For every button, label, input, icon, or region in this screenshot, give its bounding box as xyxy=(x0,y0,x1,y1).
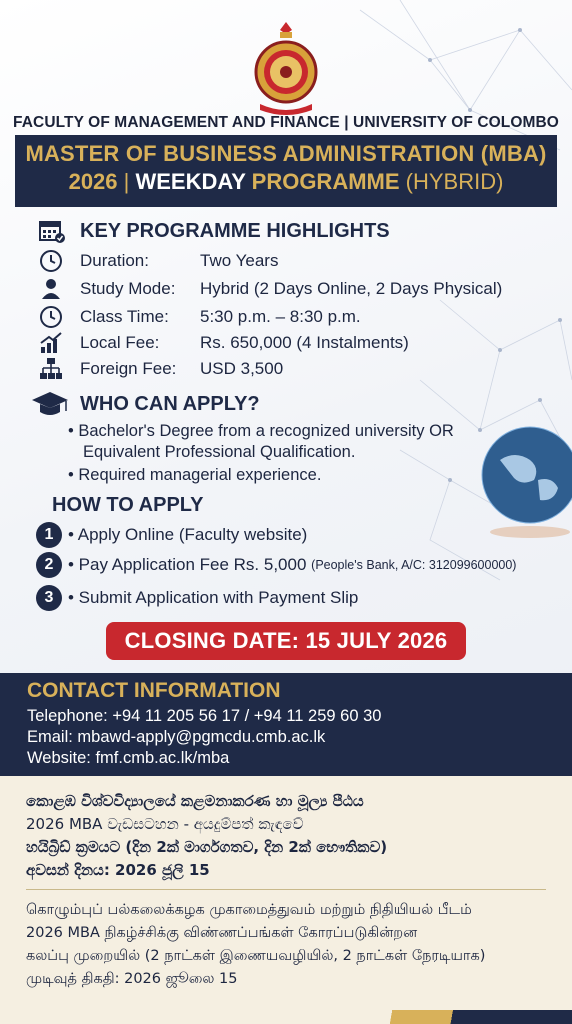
person-icon xyxy=(38,277,64,301)
highlight-label: Class Time: xyxy=(80,307,169,326)
clock-icon xyxy=(38,305,64,329)
how-heading: HOW TO APPLY xyxy=(52,494,204,516)
step-note: (People's Bank, A/C: 312099600000) xyxy=(311,558,517,572)
sinhala-line: 2026 MBA වැඩසටහන - අයදුම්පත් කැඳවේ xyxy=(26,815,304,833)
highlight-label: Duration: xyxy=(80,251,149,270)
contact-section xyxy=(0,673,572,776)
who-bullet: • Bachelor's Degree from a recognized university OR xyxy=(68,422,454,440)
highlight-class-time xyxy=(38,304,361,330)
apply-step-3 xyxy=(36,584,358,612)
programme-title: MASTER OF BUSINESS ADMINISTRATION (MBA) xyxy=(25,141,547,166)
programme-subtitle xyxy=(15,169,557,195)
title-hybrid: (HYBRID) xyxy=(405,169,504,194)
who-heading xyxy=(30,390,260,418)
step-number: 1 xyxy=(36,522,62,548)
title-programme: PROGRAMME xyxy=(251,169,406,194)
contact-website[interactable]: Website: fmf.cmb.ac.lk/mba xyxy=(27,749,230,767)
tamil-line: கொழும்புப் பல்கலைக்கழக முகாமைத்துவம் மற்றும் நிதியியல் பீடம் xyxy=(26,902,472,918)
divider xyxy=(26,889,546,890)
highlight-label: Local Fee: xyxy=(80,333,160,352)
highlight-value: Two Years xyxy=(200,251,279,270)
calendar-icon xyxy=(38,218,66,244)
highlight-label: Study Mode: xyxy=(80,279,176,298)
step-text: • Apply Online (Faculty website) xyxy=(68,525,308,544)
highlight-value: Rs. 650,000 (4 Instalments) xyxy=(200,333,409,352)
sinhala-line: අවසන් දිනය: 2026 ජූලි 15 xyxy=(26,861,210,879)
contact-telephone: Telephone: +94 11 205 56 17 / +94 11 259 60 30 xyxy=(27,707,382,725)
sinhala-line: කොළඹ විශ්වවිද්‍යාලයේ කළමනාකරණ හා මූල්‍ය පීඨය xyxy=(26,792,364,810)
globe-graphic xyxy=(470,420,572,540)
step-number: 3 xyxy=(36,585,62,611)
closing-date-banner: CLOSING DATE: 15 JULY 2026 xyxy=(106,622,466,660)
chart-icon xyxy=(38,331,64,355)
who-bullet: • Required managerial experience. xyxy=(68,466,322,484)
university-crest-logo xyxy=(246,18,326,118)
tamil-line: கலப்பு முறையில் (2 நாட்கள் இணையவழியில், 2 நாட்கள் நேரடியாக) xyxy=(26,948,486,964)
programme-title-band xyxy=(15,135,557,207)
title-separator: | xyxy=(117,169,136,194)
highlight-duration xyxy=(38,248,278,274)
highlights-heading xyxy=(38,218,390,244)
step-text: • Pay Application Fee Rs. 5,000 xyxy=(68,555,312,574)
local-language-section xyxy=(0,776,572,1024)
highlight-local-fee xyxy=(38,330,409,356)
highlight-value: 5:30 p.m. – 8:30 p.m. xyxy=(200,307,361,326)
step-text: • Submit Application with Payment Slip xyxy=(68,588,359,607)
highlight-foreign-fee xyxy=(38,356,283,382)
who-bullet-continued: Equivalent Professional Qualification. xyxy=(83,443,356,461)
apply-step-1 xyxy=(36,521,307,549)
graduation-cap-icon xyxy=(30,390,70,418)
clock-icon xyxy=(38,249,64,273)
title-year: 2026 xyxy=(68,169,118,194)
apply-step-2 xyxy=(36,551,516,579)
tamil-line: முடிவுத் திகதி: 2026 ஜூலை 15 xyxy=(26,971,238,987)
tamil-line: 2026 MBA நிகழ்ச்சிக்கு விண்ணப்பங்கள் கோரப்படுகின்றன xyxy=(26,925,418,941)
step-number: 2 xyxy=(36,552,62,578)
highlight-value: USD 3,500 xyxy=(200,359,284,378)
sinhala-line: හයිබ්‍රිඩ් ක්‍රමයට (දින 2ක් මාර්ගගතව, දින 2ක් භෞතිකව) xyxy=(26,838,388,856)
contact-email[interactable]: Email: mbawd-apply@pgmcdu.cmb.ac.lk xyxy=(27,728,326,746)
title-weekday: WEEKDAY xyxy=(135,169,252,194)
highlight-value: Hybrid (2 Days Online, 2 Days Physical) xyxy=(200,279,503,298)
contact-heading: CONTACT INFORMATION xyxy=(27,679,281,702)
highlight-label: Foreign Fee: xyxy=(80,359,177,378)
highlights-heading-text: KEY PROGRAMME HIGHLIGHTS xyxy=(80,219,390,242)
org-chart-icon xyxy=(38,357,64,381)
who-heading-text: WHO CAN APPLY? xyxy=(80,392,260,415)
corner-decoration xyxy=(372,1010,572,1024)
highlight-study-mode xyxy=(38,276,502,302)
faculty-heading: FACULTY OF MANAGEMENT AND FINANCE | UNIVERSITY OF COLOMBO xyxy=(13,114,559,131)
